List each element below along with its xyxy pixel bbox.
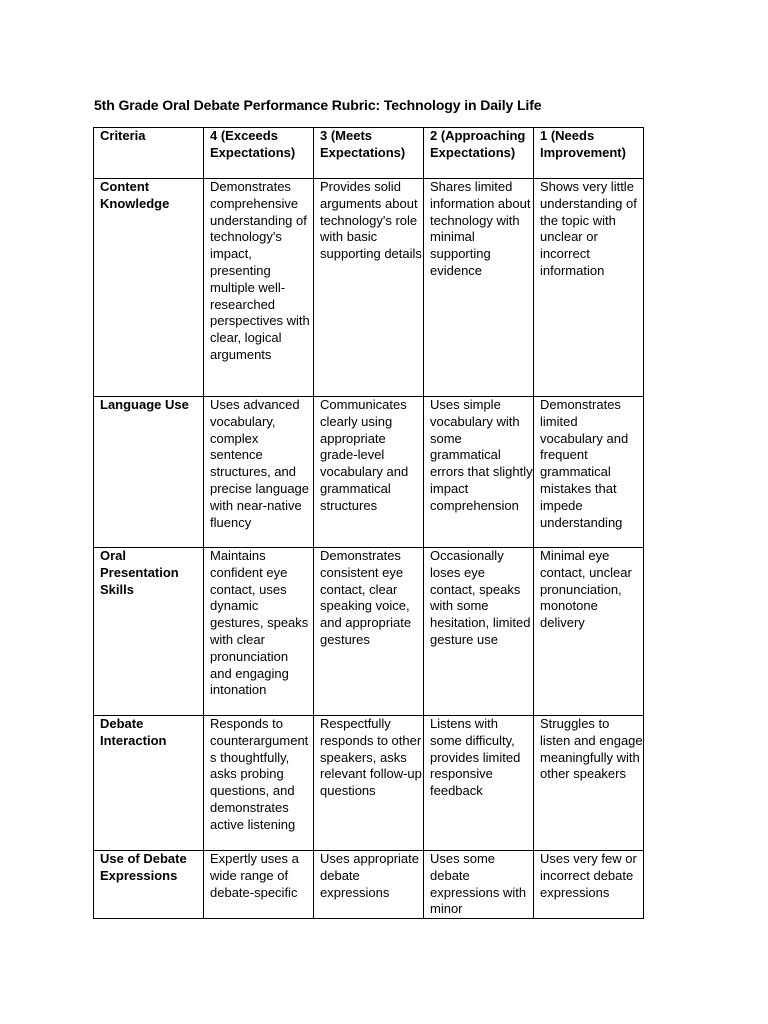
table-row xyxy=(94,397,644,548)
level-4-cell: Expertly uses a wide range of debate-specific xyxy=(204,851,314,919)
level-1-cell: Struggles to listen and engage meaningfully with other speakers xyxy=(534,716,644,851)
level-2-cell: Occasionally loses eye contact, speaks with some hesitation, limited gesture use xyxy=(424,548,534,716)
table-row xyxy=(94,548,644,716)
level-1-cell: Uses very few or incorrect debate expressions xyxy=(534,851,644,919)
header-criteria: Criteria xyxy=(94,128,204,179)
level-3-cell: Demonstrates consistent eye contact, clear speaking voice, and appropriate gestures xyxy=(314,548,424,716)
criterion-cell: Content Knowledge xyxy=(94,179,204,397)
level-2-cell: Uses some debate expressions with minor xyxy=(424,851,534,919)
header-level-2: 2 (Approaching Expectations) xyxy=(424,128,534,179)
level-3-cell: Provides solid arguments about technology's role with basic supporting details xyxy=(314,179,424,397)
criterion-cell: Debate Interaction xyxy=(94,716,204,851)
level-3-cell: Respectfully responds to other speakers, asks relevant follow-up questions xyxy=(314,716,424,851)
level-2-cell: Listens with some difficulty, provides limited responsive feedback xyxy=(424,716,534,851)
criterion-cell: Language Use xyxy=(94,397,204,548)
table-row xyxy=(94,179,644,397)
header-level-3: 3 (Meets Expectations) xyxy=(314,128,424,179)
level-1-cell: Minimal eye contact, unclear pronunciation, monotone delivery xyxy=(534,548,644,716)
level-4-cell: Demonstrates comprehensive understanding of technology's impact, presenting multiple well-researched perspectives with clear, logical arguments xyxy=(204,179,314,397)
table-row xyxy=(94,851,644,919)
level-4-cell: Maintains confident eye contact, uses dynamic gestures, speaks with clear pronunciation and engaging intonation xyxy=(204,548,314,716)
level-2-cell: Uses simple vocabulary with some grammatical errors that slightly impact comprehension xyxy=(424,397,534,548)
rubric-table xyxy=(93,127,644,919)
level-4-cell: Responds to counterarguments thoughtfully, asks probing questions, and demonstrates active listening xyxy=(204,716,314,851)
level-4-cell: Uses advanced vocabulary, complex sentence structures, and precise language with near-native fluency xyxy=(204,397,314,548)
document-title: 5th Grade Oral Debate Performance Rubric: Technology in Daily Life xyxy=(94,97,542,113)
level-2-cell: Shares limited information about technology with minimal supporting evidence xyxy=(424,179,534,397)
table-header-row xyxy=(94,128,644,179)
level-3-cell: Communicates clearly using appropriate grade-level vocabulary and grammatical structures xyxy=(314,397,424,548)
header-level-1: 1 (Needs Improvement) xyxy=(534,128,644,179)
level-1-cell: Demonstrates limited vocabulary and frequent grammatical mistakes that impede understanding xyxy=(534,397,644,548)
level-1-cell: Shows very little understanding of the topic with unclear or incorrect information xyxy=(534,179,644,397)
header-level-4: 4 (Exceeds Expectations) xyxy=(204,128,314,179)
criterion-cell: Use of Debate Expressions xyxy=(94,851,204,919)
level-3-cell: Uses appropriate debate expressions xyxy=(314,851,424,919)
criterion-cell: Oral Presentation Skills xyxy=(94,548,204,716)
table-row xyxy=(94,716,644,851)
